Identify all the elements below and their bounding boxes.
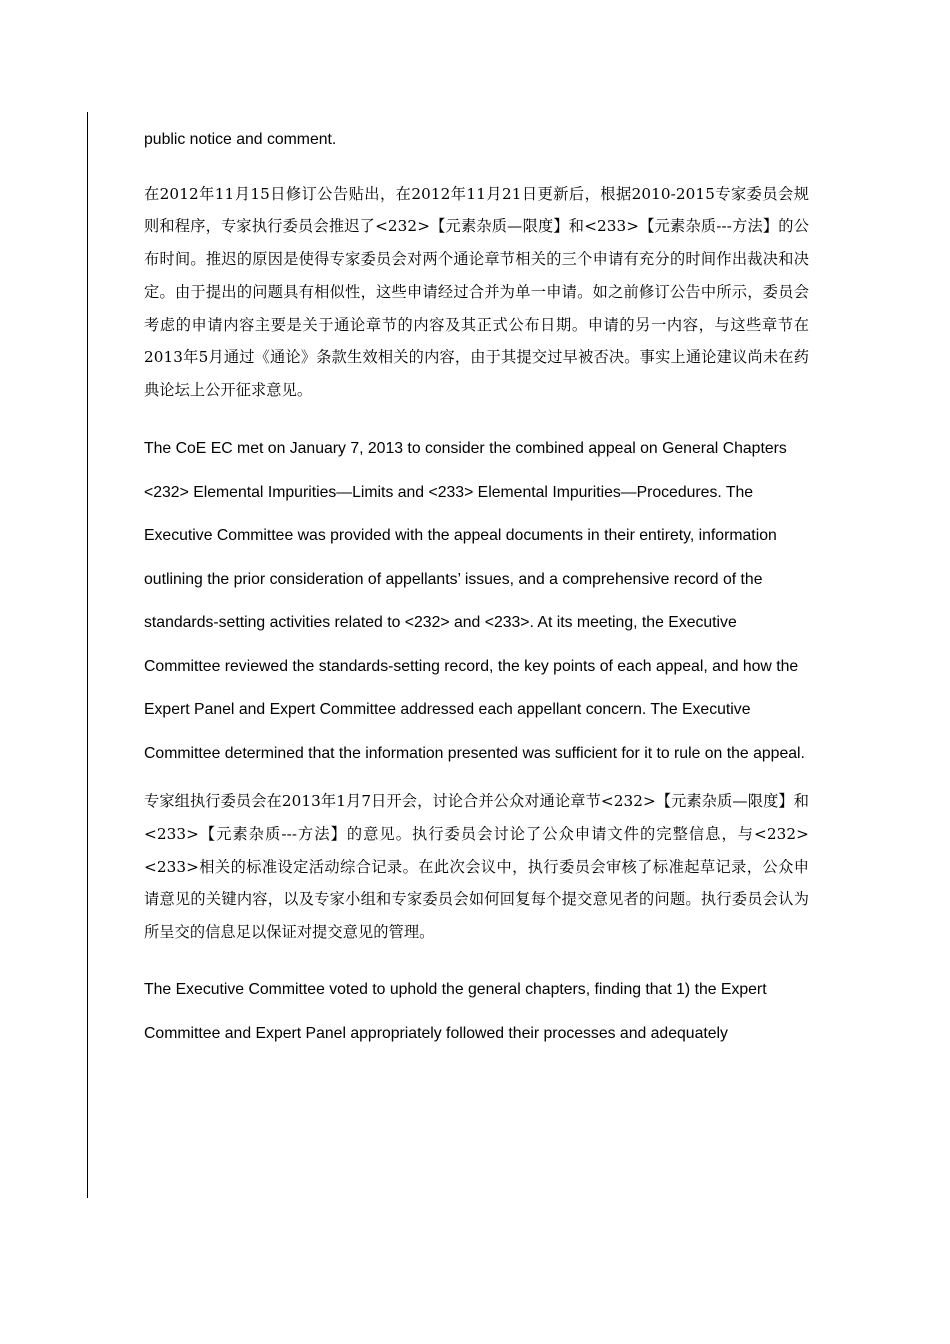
paragraph-chinese-postponement: 在2012年11月15日修订公告贴出，在2012年11月21日更新后，根据2010-2015专家委员会规则和程序，专家执行委员会推迟了<232>【元素杂质—限度】和<233>【元素杂质---方法】的公布时间。推迟的原因是使得专家委员会对两个通论章节相关的三个申请有充分的时间作出裁决和决定。由于提出的问题具有相似性，这些申请经过合并为单一申请。如之前修订公告中所示，委员会考虑的申请内容主要是关于通论章节的内容及其正式公布日期。申请的另一内容，与这些章节在2013年5月通过《通论》条款生效相关的内容，由于其提交过早被否决。事实上通论建议尚未在药典论坛上公开征求意见。 — [144, 184, 809, 400]
paragraph-ec-vote: The Executive Committee voted to uphold the general chapters, finding that 1) the Expert Committee and Expert Panel appropriately followed their processes and adequately — [144, 981, 767, 1042]
paragraph-public-notice-continuation: public notice and comment. — [144, 131, 337, 148]
paragraph-coe-ec-meeting: The CoE EC met on January 7, 2013 to consider the combined appeal on General Chapters <232> Elemental Impurities—Limits and <233> Elemental Impurities—Procedures. The Executive Committee was provided with the appeal documents in their entirety, information outlining the prior consideration of appellants’ issues, and a comprehensive record of the standards-setting activities related to <232> and <233>. At its meeting, the Executive Committee reviewed the standards-setting record, the key points of each appeal, and how the Expert Panel and Expert Committee addressed each appellant concern. The Executive Committee determined that the information presented was sufficient for it to rule on the appeal. — [144, 440, 805, 762]
left-margin-rule — [87, 112, 88, 1198]
paragraph-chinese-ec-meeting: 专家组执行委员会在2013年1月7日开会，讨论合并公众对通论章节<232>【元素杂质—限度】和<233>【元素杂质---方法】的意见。执行委员会讨论了公众申请文件的完整信息，与<232><233>相关的标准设定活动综合记录。在此次会议中，执行委员会审核了标准起草记录，公众申请意见的关键内容，以及专家小组和专家委员会如何回复每个提交意见者的问题。执行委员会认为所呈交的信息足以保证对提交意见的管理。 — [144, 792, 809, 942]
document-body — [144, 118, 809, 1055]
